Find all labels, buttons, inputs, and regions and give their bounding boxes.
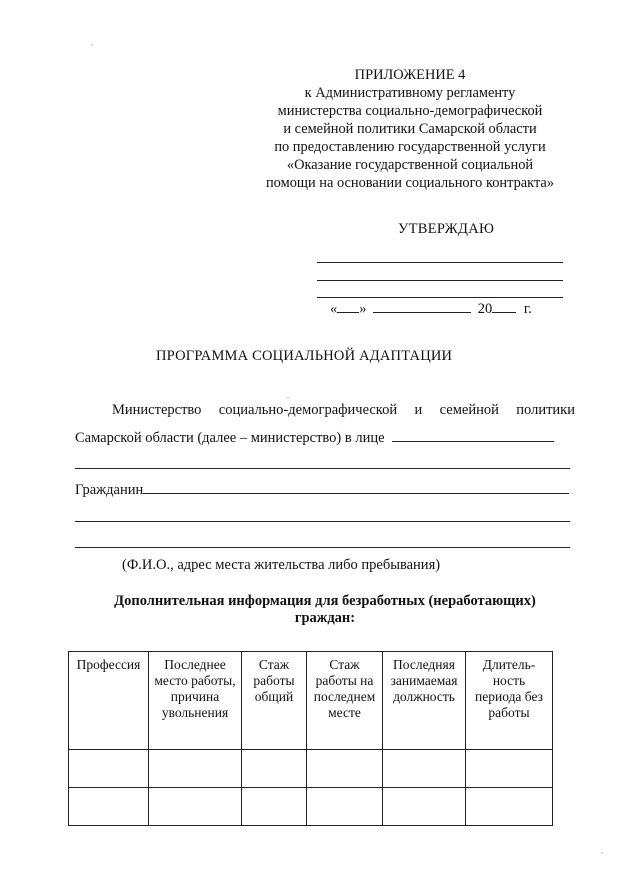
extra-info-heading bbox=[90, 593, 560, 627]
table-cell[interactable] bbox=[242, 788, 307, 826]
citizen-note: (Ф.И.О., адрес места жительства либо пребывания) bbox=[122, 557, 441, 573]
table-cell[interactable] bbox=[69, 750, 149, 788]
table-cell[interactable] bbox=[149, 788, 242, 826]
appendix-line: министерства социально-демографической bbox=[277, 103, 543, 119]
scan-speck bbox=[287, 397, 289, 399]
signature-line[interactable] bbox=[317, 297, 563, 298]
table-cell[interactable] bbox=[383, 788, 466, 826]
unemployment-table bbox=[68, 651, 553, 826]
citizen-label: Гражданин bbox=[75, 482, 144, 498]
appendix-line: по предоставлению государственной услуги bbox=[274, 139, 546, 155]
table-cell[interactable] bbox=[466, 750, 553, 788]
para-word: и bbox=[414, 402, 423, 418]
date-year-field[interactable] bbox=[492, 299, 516, 313]
table-cell[interactable] bbox=[307, 750, 383, 788]
appendix-header bbox=[240, 66, 580, 192]
appendix-line: ПРИЛОЖЕНИЕ 4 bbox=[354, 67, 466, 83]
approval-date bbox=[330, 299, 532, 318]
para-word: Министерство bbox=[112, 402, 202, 418]
ministry-paragraph-line2 bbox=[75, 428, 554, 447]
date-year-suffix: г. bbox=[523, 301, 532, 317]
scan-speck bbox=[601, 852, 603, 854]
column-header-last-position: Последняя занимаемая должность bbox=[383, 652, 466, 750]
table-cell[interactable] bbox=[69, 788, 149, 826]
approve-title: УТВЕРЖДАЮ bbox=[398, 221, 495, 237]
table-row bbox=[69, 788, 553, 826]
column-header-total-experience: Стаж работы общий bbox=[242, 652, 307, 750]
table-header-row bbox=[69, 652, 553, 750]
date-year-prefix: 20 bbox=[477, 301, 493, 317]
appendix-line: «Оказание государственной социальной bbox=[286, 157, 534, 173]
representative-field[interactable] bbox=[392, 428, 554, 442]
table-cell[interactable] bbox=[466, 788, 553, 826]
date-month-field[interactable] bbox=[373, 299, 471, 313]
table-cell[interactable] bbox=[383, 750, 466, 788]
para-word: семейной bbox=[439, 402, 499, 418]
appendix-line: помощи на основании социального контракта» bbox=[265, 175, 555, 191]
extra-info-line: граждан: bbox=[294, 610, 356, 626]
para-word: социально-демографической bbox=[218, 402, 398, 418]
representative-field-line[interactable] bbox=[75, 468, 570, 469]
appendix-line: к Административному регламенту bbox=[304, 85, 516, 101]
signature-line[interactable] bbox=[317, 262, 563, 263]
para-text: Самарской области (далее – министерство) в лице bbox=[75, 430, 385, 446]
scan-speck bbox=[91, 44, 93, 46]
date-open-quote: « bbox=[330, 301, 338, 317]
signature-line[interactable] bbox=[317, 280, 563, 281]
citizen-field-line[interactable] bbox=[75, 547, 570, 548]
column-header-last-workplace: Последнее место работы, причина увольнения bbox=[149, 652, 242, 750]
table-row bbox=[69, 750, 553, 788]
appendix-line: и семейной политики Самарской области bbox=[283, 121, 537, 137]
column-header-profession: Профессия bbox=[69, 652, 149, 750]
table-cell[interactable] bbox=[149, 750, 242, 788]
citizen-field-line[interactable] bbox=[75, 521, 570, 522]
table-cell[interactable] bbox=[242, 750, 307, 788]
para-word: политики bbox=[516, 402, 575, 418]
date-day-field[interactable] bbox=[337, 299, 359, 313]
ministry-paragraph-line1 bbox=[112, 402, 575, 419]
column-header-last-place-experience: Стаж работы на последнем месте bbox=[307, 652, 383, 750]
page-title: ПРОГРАММА СОЦИАЛЬНОЙ АДАПТАЦИИ bbox=[156, 348, 453, 364]
date-close-quote: » bbox=[359, 301, 367, 317]
citizen-row bbox=[75, 480, 569, 499]
table-cell[interactable] bbox=[307, 788, 383, 826]
column-header-unemployment-duration: Длитель-ность периода без работы bbox=[466, 652, 553, 750]
extra-info-line: Дополнительная информация для безработных (неработающих) bbox=[114, 593, 536, 609]
citizen-field[interactable] bbox=[143, 480, 569, 494]
